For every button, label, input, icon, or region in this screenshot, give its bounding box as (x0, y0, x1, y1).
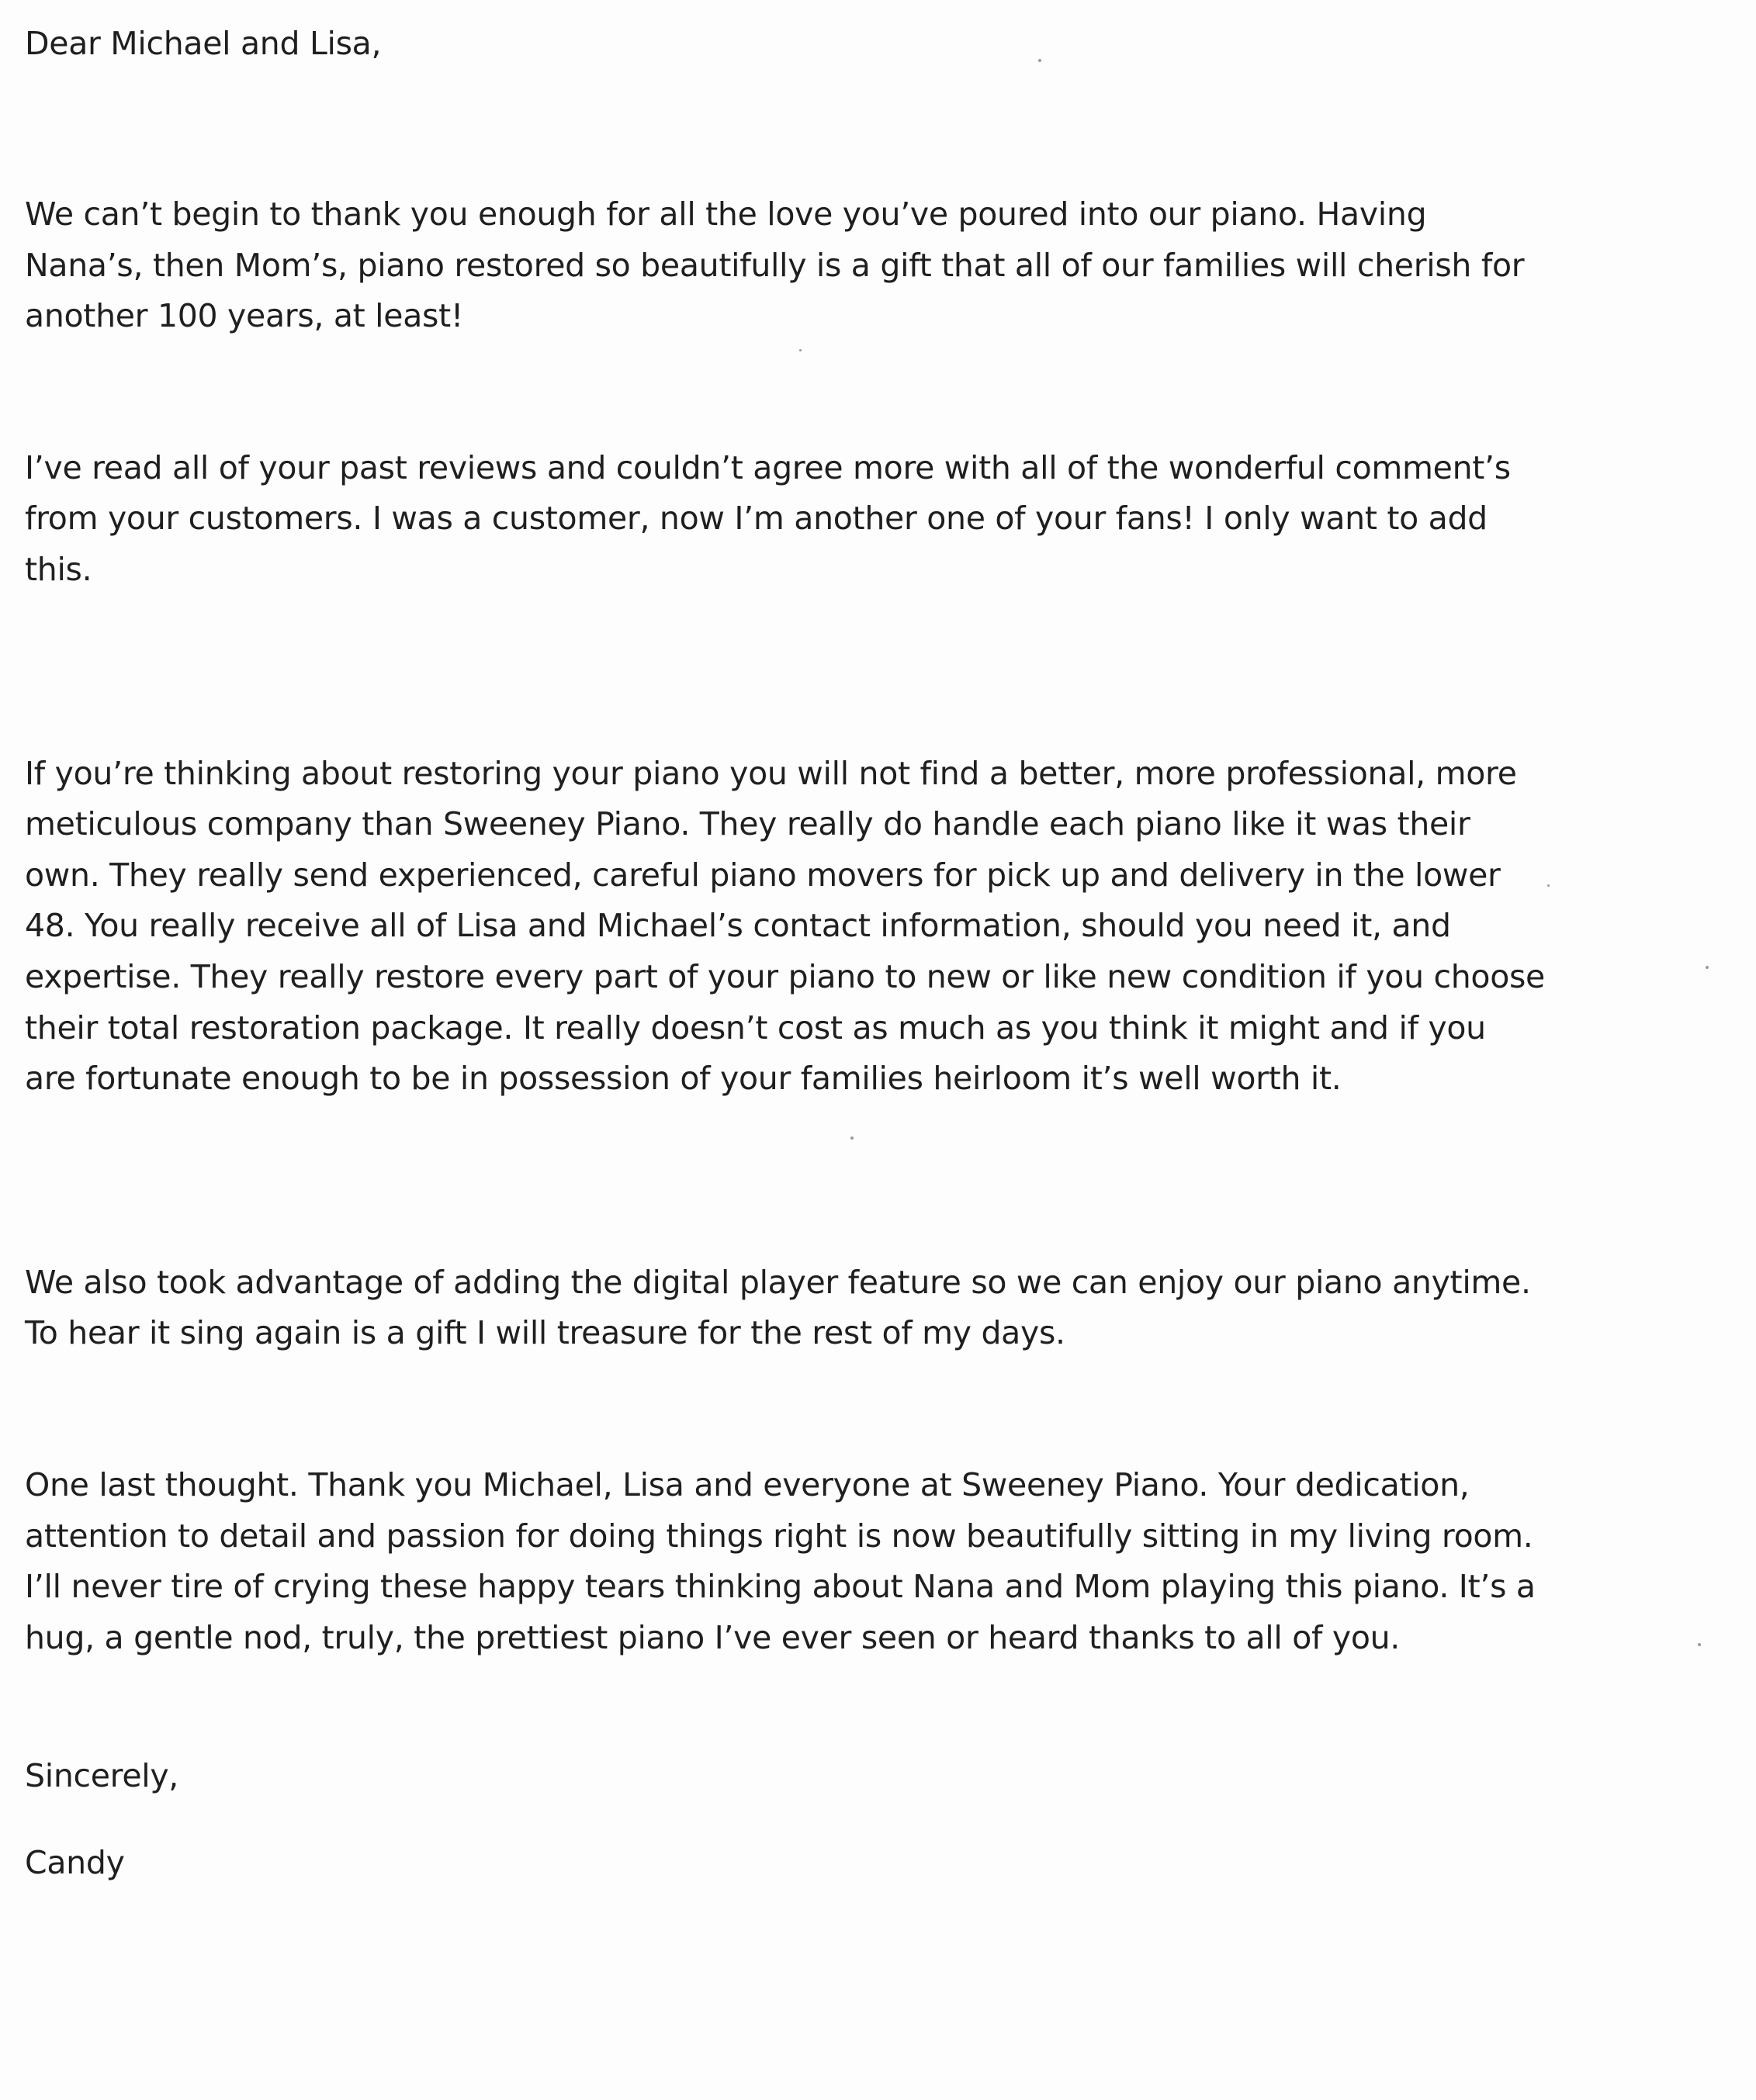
scan-speck (1706, 966, 1709, 969)
scan-speck (850, 1136, 854, 1140)
letter-closing: Sincerely, (25, 1757, 179, 1795)
scan-speck (1038, 59, 1041, 62)
letter-greeting: Dear Michael and Lisa, (25, 25, 382, 62)
scan-speck (1547, 884, 1550, 887)
scan-speck (1698, 1643, 1701, 1646)
letter-paragraph-recommendation: If you’re thinking about restoring your piano you will not find a better, more professional, more meticulous company than Sweeney Piano. They really do handle each piano like it was their own. They really send experienced, careful piano movers for pick up and delivery in the lower 48. You really receive all of Lisa and Michael’s contact information, should you need it, and expertise. They really restore every part of your piano to new or like new condition if you choose their total restoration package. It really doesn’t cost as much as you think it might and if you are fortunate enough to be in possession of your families heirloom it’s well worth it. (25, 754, 1545, 1098)
letter-paragraph-thanks: We can’t begin to thank you enough for all the love you’ve poured into our piano. Having Nana’s, then Mom’s, piano restored so beautifully is a gift that all of our families will cherish for another 100 years, at least! (25, 195, 1525, 335)
letter-paragraph-last-thought: One last thought. Thank you Michael, Lisa and everyone at Sweeney Piano. Your dedication, attention to detail and passion for doing things right is now beautifully sitting in my living room. I’ll never tire of crying these happy tears thinking about Nana and Mom playing this piano. It’s a hug, a gentle nod, truly, the prettiest piano I’ve ever seen or heard thanks to all of you. (25, 1465, 1536, 1656)
letter-paragraph-reviews: I’ve read all of your past reviews and couldn’t agree more with all of the wonderful comment’s from your customers. I was a customer, now I’m another one of your fans! I only want to add this. (25, 448, 1511, 588)
letter-signature: Candy (25, 1844, 125, 1882)
letter-paragraph-digital-player: We also took advantage of adding the digital player feature so we can enjoy our piano anytime. To hear it sing again is a gift I will treasure for the rest of my days. (25, 1263, 1531, 1352)
scan-speck (799, 349, 802, 351)
letter-body (25, 19, 1546, 1888)
